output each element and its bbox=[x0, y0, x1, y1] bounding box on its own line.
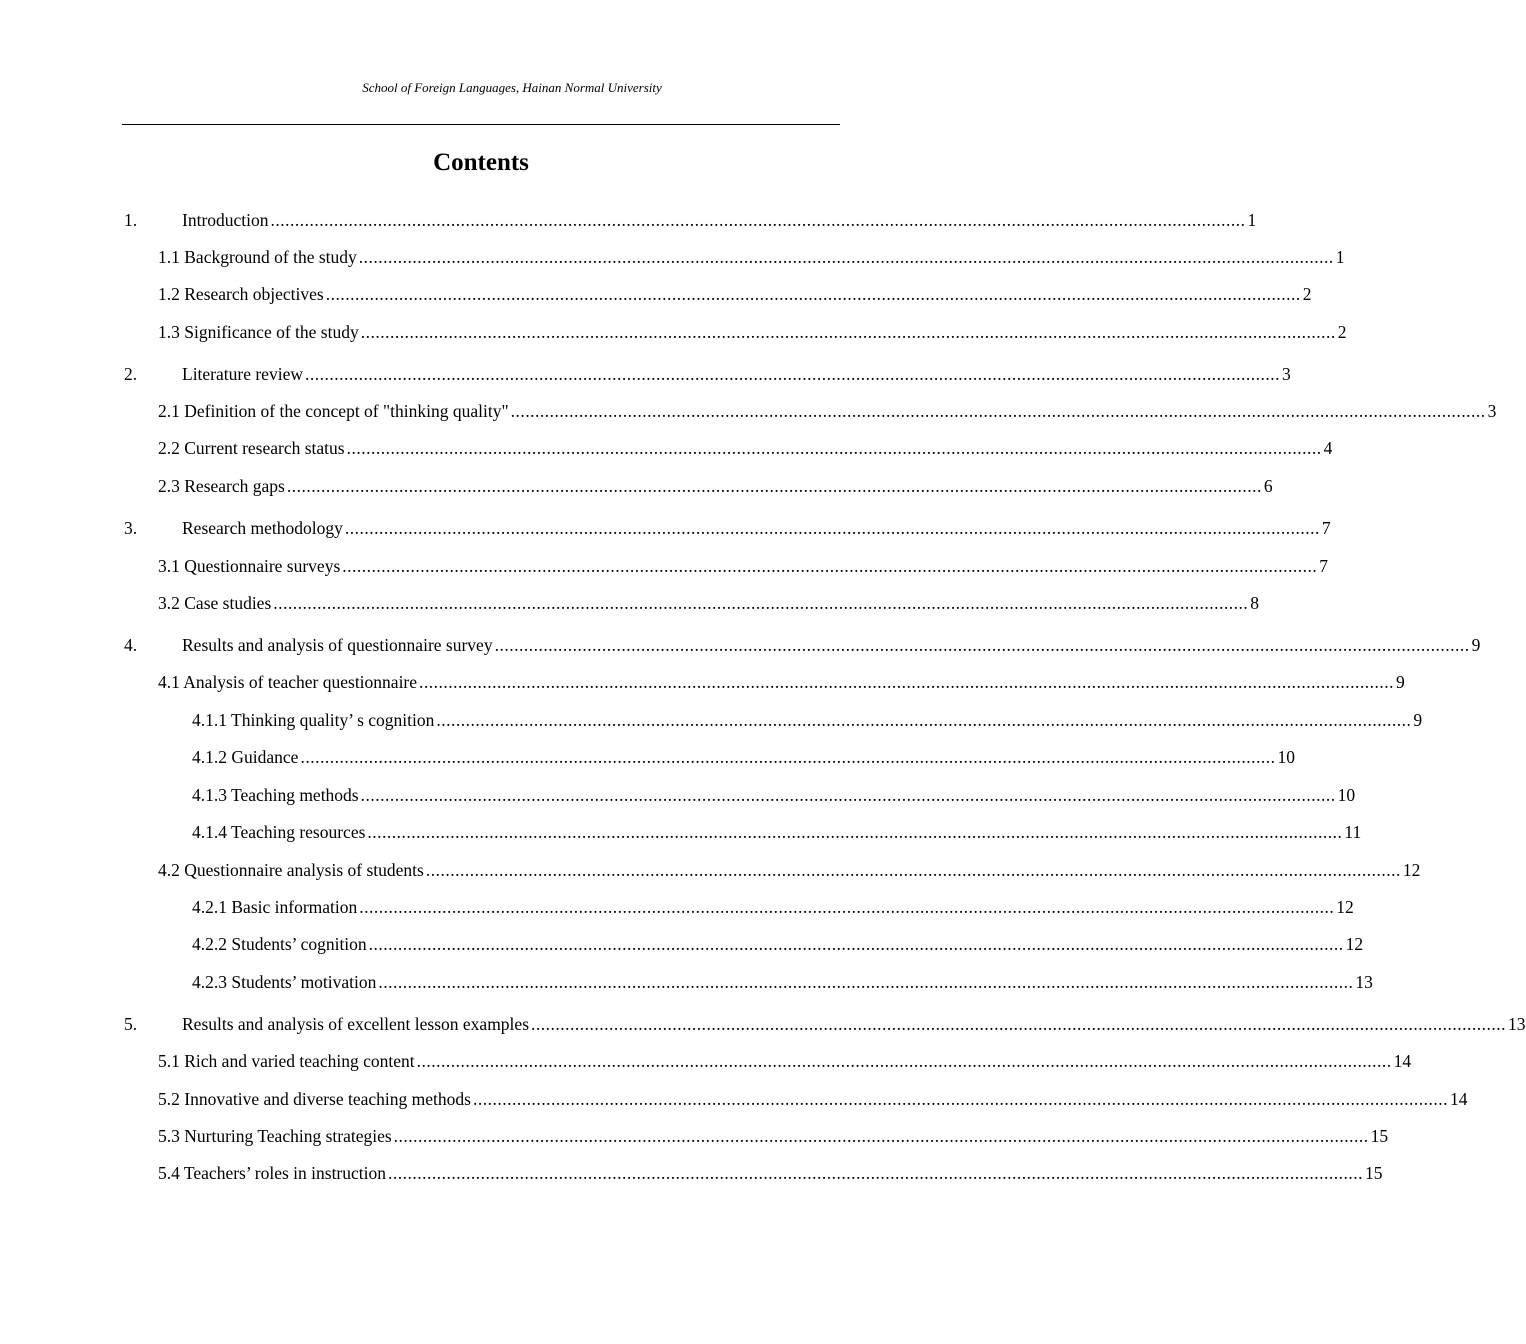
toc-entry-page: 13 bbox=[1508, 1014, 1526, 1034]
toc-entry-page: 9 bbox=[1413, 710, 1423, 730]
toc-entry-page: 15 bbox=[1370, 1126, 1389, 1146]
toc-leader-dots: ........................................................................................................................................................................................................ bbox=[367, 822, 1343, 842]
toc-entry-label: 4.2.2 Students’ cognition bbox=[192, 934, 367, 954]
toc-leader-dots: ........................................................................................................................................................................................................ bbox=[344, 518, 1320, 538]
toc-leader-dots: ........................................................................................................................................................................................................ bbox=[378, 972, 1354, 992]
toc-entry-label: 5.1 Rich and varied teaching content bbox=[158, 1051, 415, 1071]
toc-entry[interactable] bbox=[192, 932, 1364, 956]
toc-leader-dots: ........................................................................................................................................................................................................ bbox=[300, 747, 1276, 767]
toc-entry-label: 4.1 Analysis of teacher questionnaire bbox=[158, 672, 418, 692]
toc-entry[interactable] bbox=[124, 208, 1257, 232]
toc-entry-label: 4.1.3 Teaching methods bbox=[192, 785, 359, 805]
toc-entry-page: 4 bbox=[1323, 438, 1333, 458]
toc-entry-label: Results and analysis of excellent lesson examples bbox=[182, 1014, 530, 1034]
toc-entry-label: 4.1.4 Teaching resources bbox=[192, 822, 366, 842]
toc-leader-dots: ........................................................................................................................................................................................................ bbox=[393, 1126, 1369, 1146]
toc-entry-label: 4.2.3 Students’ motivation bbox=[192, 972, 377, 992]
toc-entry-label: 4.2.1 Basic information bbox=[192, 897, 358, 917]
toc-entry[interactable] bbox=[158, 282, 1312, 306]
toc-leader-dots: ........................................................................................................................................................................................................ bbox=[510, 401, 1486, 421]
toc-entry[interactable] bbox=[158, 436, 1333, 460]
toc-entry-label: 5.3 Nurturing Teaching strategies bbox=[158, 1126, 392, 1146]
toc-entry-page: 2 bbox=[1337, 322, 1347, 342]
toc-entry[interactable] bbox=[158, 1049, 1412, 1073]
toc-entry[interactable] bbox=[192, 895, 1354, 919]
toc-entry-page: 11 bbox=[1344, 822, 1362, 842]
toc-entry[interactable] bbox=[158, 320, 1347, 344]
toc-entry[interactable] bbox=[158, 670, 1405, 694]
toc-entry-number: 3. bbox=[124, 518, 138, 538]
toc-entry-label: 1.2 Research objectives bbox=[158, 284, 324, 304]
toc-entry-page: 9 bbox=[1471, 635, 1481, 655]
toc-entry-label: Introduction bbox=[182, 210, 269, 230]
toc-entry-label: 1.1 Background of the study bbox=[158, 247, 357, 267]
toc-entry[interactable] bbox=[192, 745, 1295, 769]
toc-entry-page: 1 bbox=[1247, 210, 1257, 230]
toc-entry[interactable] bbox=[158, 591, 1260, 615]
toc-entry[interactable] bbox=[192, 820, 1362, 844]
toc-entry-number: 2. bbox=[124, 364, 138, 384]
toc-entry[interactable] bbox=[192, 970, 1373, 994]
toc-entry[interactable] bbox=[158, 1161, 1383, 1185]
toc-entry-page: 12 bbox=[1402, 860, 1421, 880]
toc-entry-label: 4.1.2 Guidance bbox=[192, 747, 299, 767]
toc-entry[interactable] bbox=[192, 783, 1356, 807]
toc-entry-page: 6 bbox=[1263, 476, 1273, 496]
toc-entry[interactable] bbox=[158, 554, 1329, 578]
toc-entry-page: 3 bbox=[1281, 364, 1291, 384]
toc-leader-dots: ........................................................................................................................................................................................................ bbox=[358, 247, 1334, 267]
toc-entry-page: 1 bbox=[1335, 247, 1345, 267]
toc-leader-dots: ........................................................................................................................................................................................................ bbox=[436, 710, 1412, 730]
toc-entry[interactable] bbox=[158, 474, 1273, 498]
toc-entry-label: 4.1.1 Thinking quality’ s cognition bbox=[192, 710, 435, 730]
toc-entry[interactable] bbox=[192, 708, 1423, 732]
toc-entry-page: 13 bbox=[1355, 972, 1373, 992]
toc-entry-number: 4. bbox=[124, 635, 138, 655]
toc-leader-dots: ........................................................................................................................................................................................................ bbox=[368, 934, 1344, 954]
toc-entry-number: 1. bbox=[124, 210, 138, 230]
toc-entry-label: 5.2 Innovative and diverse teaching methods bbox=[158, 1089, 471, 1109]
toc-entry-label: 4.2 Questionnaire analysis of students bbox=[158, 860, 424, 880]
toc-entry-page: 15 bbox=[1365, 1163, 1383, 1183]
toc-leader-dots: ........................................................................................................................................................................................................ bbox=[342, 556, 1318, 576]
toc-leader-dots: ........................................................................................................................................................................................................ bbox=[325, 284, 1301, 304]
toc-leader-dots: ........................................................................................................................................................................................................ bbox=[360, 322, 1336, 342]
toc-entry-label: 1.3 Significance of the study bbox=[158, 322, 359, 342]
toc-leader-dots: ........................................................................................................................................................................................................ bbox=[270, 210, 1246, 230]
toc-entry[interactable] bbox=[158, 399, 1497, 423]
toc-entry-page: 12 bbox=[1336, 897, 1354, 917]
page-title: Contents bbox=[433, 149, 529, 176]
toc-entry[interactable] bbox=[158, 1087, 1468, 1111]
toc-leader-dots: ........................................................................................................................................................................................................ bbox=[531, 1014, 1507, 1034]
toc-entry[interactable] bbox=[124, 1012, 1526, 1036]
toc-leader-dots: ........................................................................................................................................................................................................ bbox=[360, 785, 1336, 805]
toc-entry-label: Results and analysis of questionnaire survey bbox=[182, 635, 493, 655]
toc-entry-label: 2.2 Current research status bbox=[158, 438, 345, 458]
toc-entry-number: 5. bbox=[124, 1014, 138, 1034]
toc-entry[interactable] bbox=[124, 362, 1291, 386]
toc-entry-label: 5.4 Teachers’ roles in instruction bbox=[158, 1163, 386, 1183]
toc-entry-label: 3.2 Case studies bbox=[158, 593, 272, 613]
toc-entry-label: Literature review bbox=[182, 364, 303, 384]
toc-leader-dots: ........................................................................................................................................................................................................ bbox=[286, 476, 1262, 496]
toc-leader-dots: ........................................................................................................................................................................................................ bbox=[472, 1089, 1448, 1109]
toc-leader-dots: ........................................................................................................................................................................................................ bbox=[304, 364, 1280, 384]
toc-entry-label: 2.1 Definition of the concept of "thinking quality" bbox=[158, 401, 509, 421]
toc-entry[interactable] bbox=[158, 1124, 1389, 1148]
toc-entry-page: 10 bbox=[1277, 747, 1295, 767]
toc-entry-page: 7 bbox=[1321, 518, 1331, 538]
toc-entry[interactable] bbox=[158, 245, 1345, 269]
toc-entry-label: 3.1 Questionnaire surveys bbox=[158, 556, 341, 576]
toc-entry-page: 7 bbox=[1319, 556, 1329, 576]
toc-leader-dots: ........................................................................................................................................................................................................ bbox=[494, 635, 1470, 655]
toc-leader-dots: ........................................................................................................................................................................................................ bbox=[273, 593, 1249, 613]
toc-leader-dots: ........................................................................................................................................................................................................ bbox=[346, 438, 1322, 458]
toc-entry-page: 12 bbox=[1345, 934, 1364, 954]
toc-leader-dots: ........................................................................................................................................................................................................ bbox=[359, 897, 1335, 917]
toc-leader-dots: ........................................................................................................................................................................................................ bbox=[388, 1163, 1363, 1183]
toc-entry[interactable] bbox=[124, 633, 1481, 657]
toc-leader-dots: ........................................................................................................................................................................................................ bbox=[419, 672, 1395, 692]
running-header: School of Foreign Languages, Hainan Normal University bbox=[362, 80, 662, 95]
toc-entry-page: 2 bbox=[1302, 284, 1312, 304]
toc-entry-label: Research methodology bbox=[182, 518, 343, 538]
toc-entry-page: 9 bbox=[1396, 672, 1405, 692]
toc-leader-dots: ........................................................................................................................................................................................................ bbox=[416, 1051, 1392, 1071]
toc-entry-page: 14 bbox=[1393, 1051, 1412, 1071]
toc-entry-page: 10 bbox=[1337, 785, 1356, 805]
toc-entry-page: 8 bbox=[1250, 593, 1260, 613]
toc-entry-page: 14 bbox=[1449, 1089, 1468, 1109]
toc-entry-page: 3 bbox=[1487, 401, 1497, 421]
toc-leader-dots: ........................................................................................................................................................................................................ bbox=[425, 860, 1401, 880]
toc-entry-label: 2.3 Research gaps bbox=[158, 476, 285, 496]
toc-entry[interactable] bbox=[124, 516, 1331, 540]
toc-entry[interactable] bbox=[158, 858, 1421, 882]
